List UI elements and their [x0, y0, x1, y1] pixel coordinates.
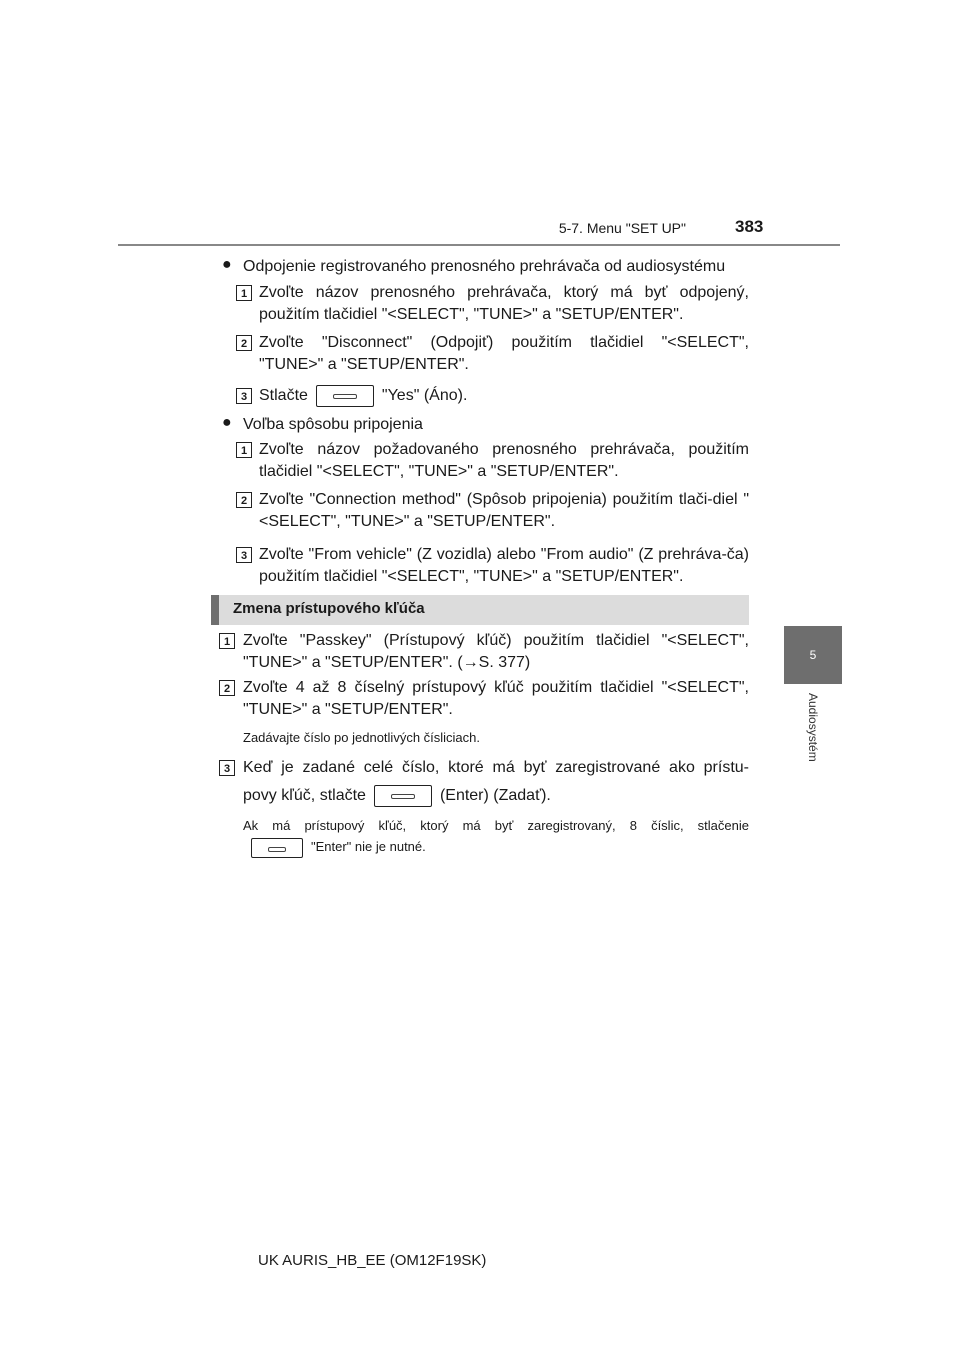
- connection-step-3: Zvoľte "From vehicle" (Z vozidla) alebo "From audio" (Z prehráva-ča) použitím tlačidiel "<SELECT", "TUNE>" a "SETUP/ENTER".: [259, 546, 749, 585]
- enter-button-icon: [316, 385, 374, 407]
- step-text: povy kľúč, stlačte: [243, 787, 366, 805]
- disconnect-step-2: Zvoľte "Disconnect" (Odpojiť) použitím tlačidiel "<SELECT", "TUNE>" a "SETUP/ENTER".: [259, 334, 749, 373]
- header-rule: [118, 244, 840, 246]
- step-text: (Enter) (Zadať).: [439, 787, 551, 805]
- step-number-badge: 2: [236, 492, 252, 508]
- enter-button-icon: [251, 838, 303, 858]
- connection-step-2: Zvoľte "Connection method" (Spôsob pripojenia) použitím tlači-diel "<SELECT", "TUNE>" a "SETUP/ENTER".: [259, 491, 749, 530]
- step-number-badge: 2: [236, 335, 252, 351]
- disconnect-step-3: [259, 385, 749, 407]
- step-text: Stlačte: [259, 387, 308, 405]
- bullet-icon: ●: [222, 414, 232, 431]
- chapter-label-text: Audiosystém: [806, 693, 820, 762]
- disconnect-heading: Odpojenie registrovaného prenosného prehrávača od audiosystému: [243, 258, 726, 275]
- passkey-step-2-note: Zadávajte číslo po jednotlivých čísliciach.: [243, 730, 481, 745]
- chapter-label: [806, 693, 820, 783]
- disconnect-step-1: Zvoľte názov prenosného prehrávača, ktorý má byť odpojený, použitím tlačidiel "<SELECT", "TUNE>" a "SETUP/ENTER".: [259, 284, 749, 323]
- section-heading: Zmena prístupového kľúča: [233, 600, 425, 617]
- step-number-badge: 3: [236, 388, 252, 404]
- footer-manual-code: UK AURIS_HB_EE (OM12F19SK): [258, 1252, 487, 1269]
- step-number-badge: 2: [219, 680, 235, 696]
- page-number: 383: [735, 217, 764, 236]
- section-heading-bar: [211, 595, 749, 625]
- step-number-badge: 3: [236, 547, 252, 563]
- header-section-title: 5-7. Menu "SET UP": [558, 220, 686, 236]
- step-text: "Yes" (Áno).: [381, 387, 468, 405]
- bullet-icon: ●: [222, 256, 232, 273]
- passkey-note-line-2: [243, 837, 749, 858]
- chapter-tab: 5: [784, 626, 842, 684]
- step-number-badge: 1: [236, 442, 252, 458]
- passkey-note-line-1: Ak má prístupový kľúč, ktorý má byť zaregistrovaný, 8 číslic, stlačenie: [243, 818, 749, 833]
- passkey-step-3-line-1: Keď je zadané celé číslo, ktoré má byť zaregistrované ako prístu-: [243, 759, 749, 776]
- step-number-badge: 1: [236, 285, 252, 301]
- note-text: "Enter" nie je nutné.: [311, 839, 426, 854]
- passkey-step-2: Zvoľte 4 až 8 číselný prístupový kľúč použitím tlačidiel "<SELECT", "TUNE>" a "SETUP/ENTER".: [243, 679, 749, 718]
- passkey-step-3-line-2: [243, 785, 749, 807]
- connection-heading: Voľba spôsobu pripojenia: [243, 416, 423, 433]
- enter-button-icon: [374, 785, 432, 807]
- step-number-badge: 3: [219, 760, 235, 776]
- step-number-badge: 1: [219, 633, 235, 649]
- connection-step-1: Zvoľte názov požadovaného prenosného prehrávača, použitím tlačidiel "<SELECT", "TUNE>" a "SETUP/ENTER".: [259, 441, 749, 480]
- passkey-step-1: Zvoľte "Passkey" (Prístupový kľúč) použitím tlačidiel "<SELECT", "TUNE>" a "SETUP/ENTER". (→S. 377): [243, 632, 749, 671]
